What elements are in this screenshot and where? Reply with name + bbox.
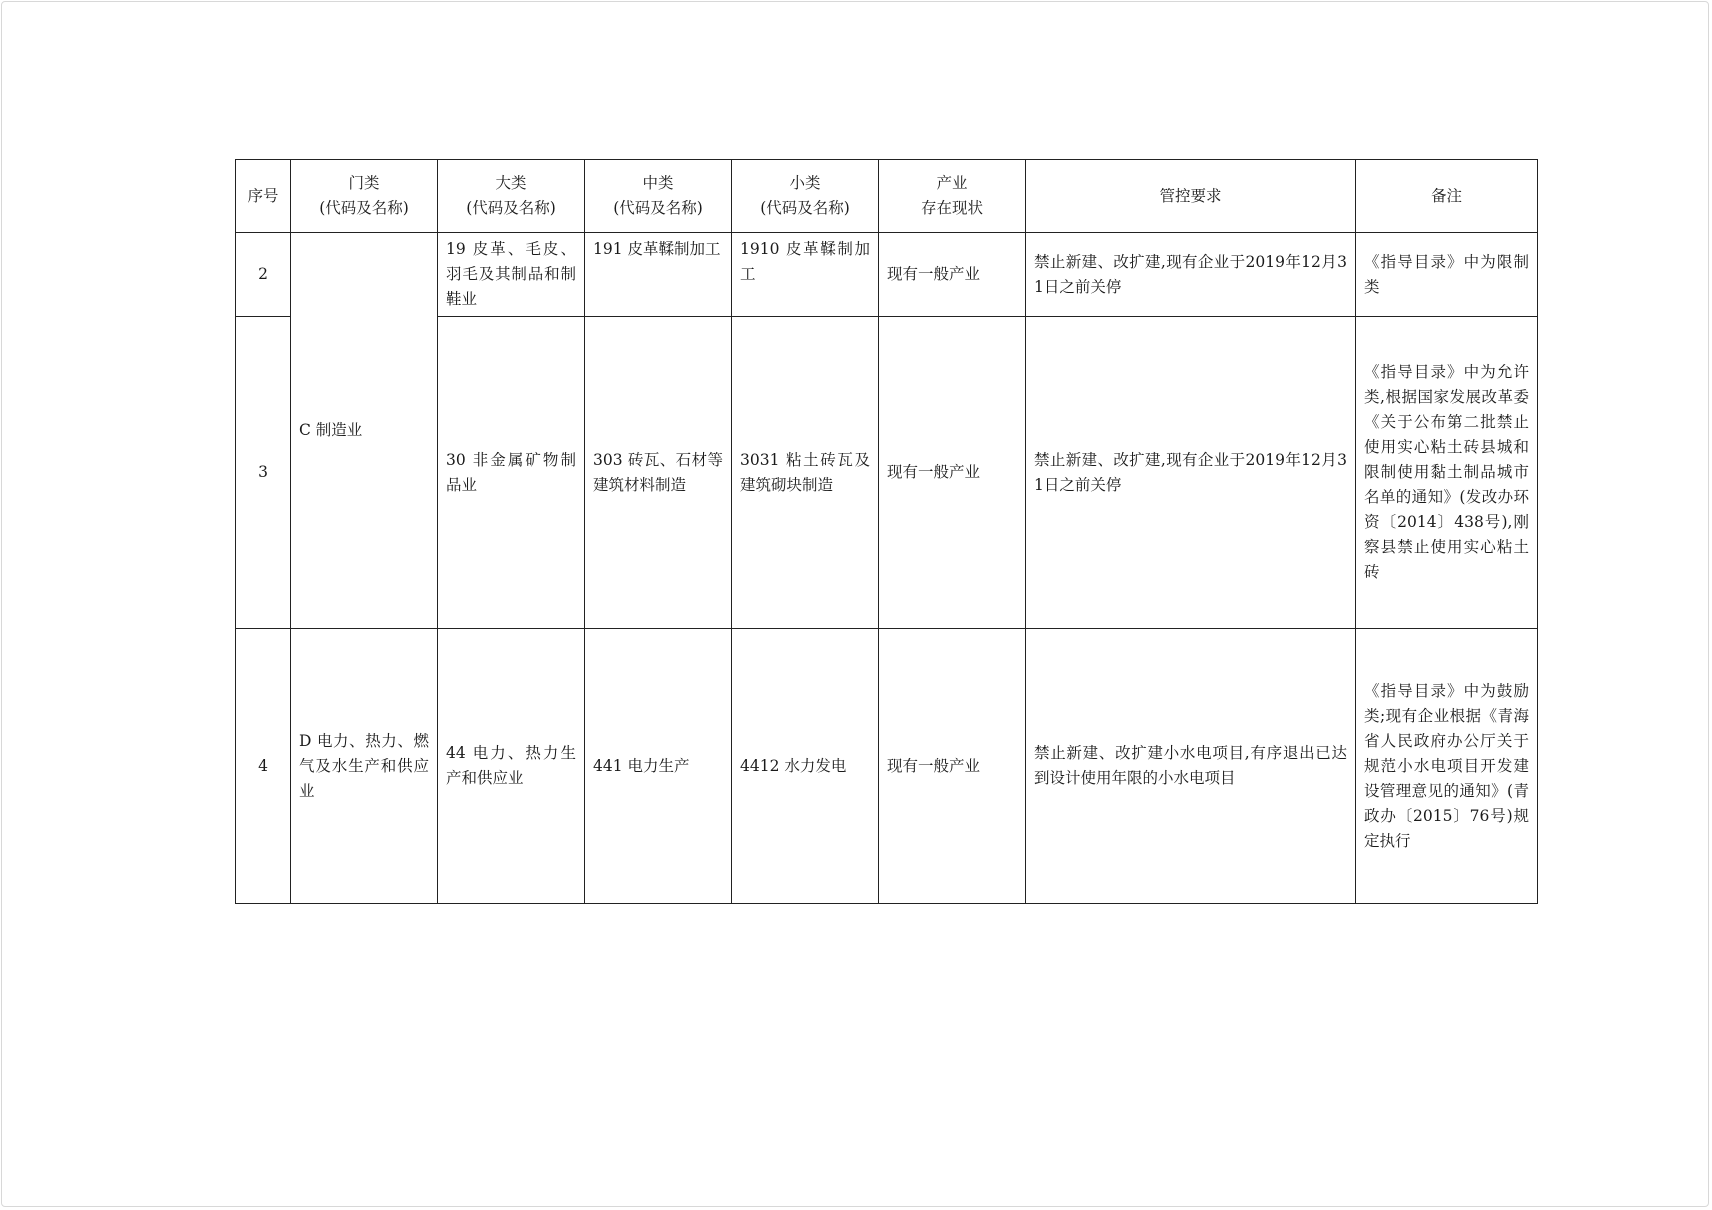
header-dalei bbox=[438, 160, 585, 233]
header-menlei-sub: (代码及名称) bbox=[319, 199, 409, 217]
cell-remark: 《指导目录》中为限制类 bbox=[1356, 233, 1538, 317]
header-xiaolei-sub: (代码及名称) bbox=[760, 199, 850, 217]
cell-status: 现有一般产业 bbox=[879, 629, 1026, 904]
header-zhonglei bbox=[585, 160, 732, 233]
cell-dalei: 19 皮革、毛皮、羽毛及其制品和制鞋业 bbox=[438, 233, 585, 317]
header-zhonglei-title: 中类 bbox=[642, 174, 674, 192]
cell-dalei: 30 非金属矿物制品业 bbox=[438, 317, 585, 629]
cell-zhonglei: 441 电力生产 bbox=[585, 629, 732, 904]
cell-seq: 3 bbox=[236, 317, 291, 629]
cell-requirement: 禁止新建、改扩建,现有企业于2019年12月31日之前关停 bbox=[1026, 317, 1356, 629]
cell-seq: 2 bbox=[236, 233, 291, 317]
cell-dalei: 44 电力、热力生产和供应业 bbox=[438, 629, 585, 904]
cell-zhonglei: 191 皮革鞣制加工 bbox=[585, 233, 732, 317]
cell-seq: 4 bbox=[236, 629, 291, 904]
header-dalei-sub: (代码及名称) bbox=[466, 199, 556, 217]
header-row bbox=[236, 160, 1538, 233]
header-status-title: 产业 bbox=[936, 174, 968, 192]
cell-xiaolei: 3031 粘土砖瓦及建筑砌块制造 bbox=[732, 317, 879, 629]
cell-menlei: D 电力、热力、燃气及水生产和供应业 bbox=[291, 629, 438, 904]
header-status bbox=[879, 160, 1026, 233]
cell-status: 现有一般产业 bbox=[879, 317, 1026, 629]
header-requirement: 管控要求 bbox=[1026, 160, 1356, 233]
header-status-sub: 存在现状 bbox=[920, 199, 983, 217]
cell-remark: 《指导目录》中为允许类,根据国家发展改革委《关于公布第二批禁止使用实心粘土砖县城和限制使用黏土制品城市名单的通知》(发改办环资〔2014〕438号),刚察县禁止使用实心粘土砖 bbox=[1356, 317, 1538, 629]
header-dalei-title: 大类 bbox=[495, 174, 527, 192]
header-menlei bbox=[291, 160, 438, 233]
document-page bbox=[1, 1, 1709, 1207]
cell-xiaolei: 1910 皮革鞣制加工 bbox=[732, 233, 879, 317]
cell-remark: 《指导目录》中为鼓励类;现有企业根据《青海省人民政府办公厅关于规范小水电项目开发建设管理意见的通知》(青政办〔2015〕76号)规定执行 bbox=[1356, 629, 1538, 904]
cell-menlei-merged: C 制造业 bbox=[291, 233, 438, 629]
header-menlei-title: 门类 bbox=[348, 174, 380, 192]
cell-xiaolei: 4412 水力发电 bbox=[732, 629, 879, 904]
table-row bbox=[236, 233, 1538, 317]
cell-status: 现有一般产业 bbox=[879, 233, 1026, 317]
header-zhonglei-sub: (代码及名称) bbox=[613, 199, 703, 217]
header-remark: 备注 bbox=[1356, 160, 1538, 233]
header-seq: 序号 bbox=[236, 160, 291, 233]
table-row bbox=[236, 629, 1538, 904]
header-xiaolei bbox=[732, 160, 879, 233]
cell-requirement: 禁止新建、改扩建小水电项目,有序退出已达到设计使用年限的小水电项目 bbox=[1026, 629, 1356, 904]
cell-zhonglei: 303 砖瓦、石材等建筑材料制造 bbox=[585, 317, 732, 629]
industry-control-table bbox=[235, 159, 1538, 904]
cell-requirement: 禁止新建、改扩建,现有企业于2019年12月31日之前关停 bbox=[1026, 233, 1356, 317]
header-xiaolei-title: 小类 bbox=[789, 174, 821, 192]
